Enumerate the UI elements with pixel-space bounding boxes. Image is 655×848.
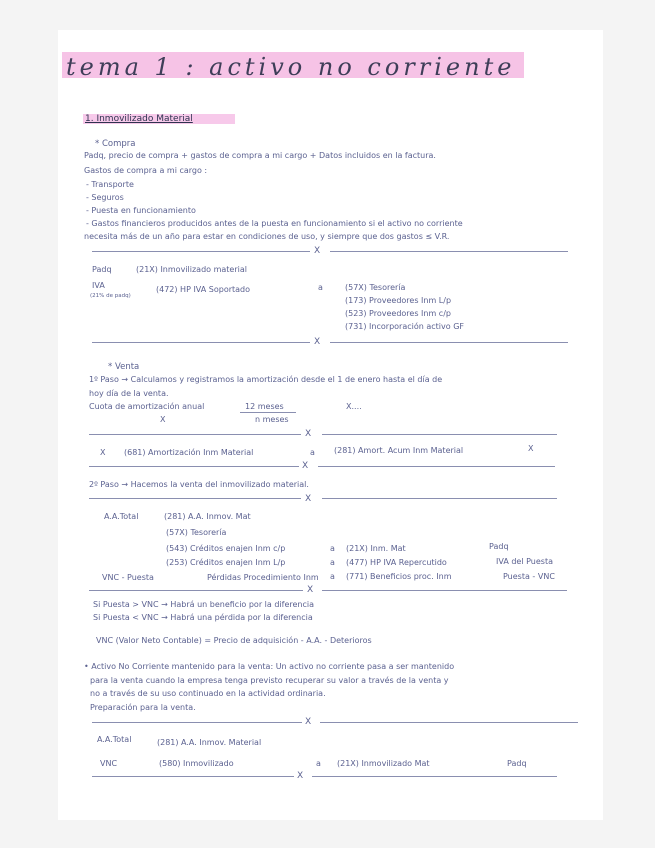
journal-x: X [314, 337, 321, 347]
n-meses: n meses [255, 415, 289, 424]
journal-x: X [307, 585, 314, 595]
journal-divider [322, 498, 557, 499]
compra-line2: Gastos de compra a mi cargo : [84, 166, 208, 175]
anc-credit: (21X) Inmovilizado Mat [337, 759, 430, 768]
section-heading: 1. Inmovilizado Material [85, 114, 193, 124]
entry2-right: Puesta - VNC [503, 572, 555, 581]
meses-12: 12 meses [245, 402, 284, 411]
journal-divider [322, 590, 567, 591]
journal-divider [318, 466, 555, 467]
compra-line1: Padq, precio de compra + gastos de compra a mi cargo + Datos incluidos en la factura. [84, 151, 436, 160]
entry2-debit: Pérdidas Procedimiento Inm [207, 573, 319, 582]
journal-x: X [305, 429, 312, 439]
journal-x: X [305, 494, 312, 504]
paso1-line1: 1º Paso → Calculamos y registramos la amortización desde el 1 de enero hasta el día de [89, 375, 443, 384]
entry-credit: (731) Incorporación activo GF [345, 322, 464, 331]
si-line: Si Puesta < VNC → Habrá una pérdida por la diferencia [93, 613, 313, 622]
entry2-credit: (771) Beneficios proc. Inm [346, 572, 452, 581]
journal-x: X [314, 246, 321, 256]
entry2-credit: (477) HP IVA Repercutido [346, 558, 447, 567]
paso1-line2: hoy día de la venta. [89, 389, 169, 398]
anc-debit: (281) A.A. Inmov. Material [157, 738, 262, 747]
anc-padq: Padq [507, 759, 527, 768]
journal-divider [89, 590, 303, 591]
entry-credit: (523) Proveedores Inm c/p [345, 309, 451, 318]
entry-padq: Padq [92, 265, 112, 274]
entry2-a: a [330, 544, 335, 553]
amort-x: X [528, 444, 534, 453]
anc-line2: para la venta cuando la empresa tenga previsto recuperar su valor a través de la venta y [90, 676, 449, 685]
amort-x: X [100, 448, 106, 457]
amort-a: a [310, 448, 315, 457]
journal-divider [92, 776, 294, 777]
amort-debit: (681) Amortización Inm Material [124, 448, 254, 457]
anc-aatotal: A.A.Total [97, 735, 132, 744]
entry2-right: Padq [489, 542, 509, 551]
compra-bullet: - Transporte [86, 180, 134, 189]
entry-iva: IVA [92, 281, 105, 290]
journal-x: X [305, 717, 312, 727]
compra-line3: necesita más de un año para estar en condiciones de uso, y siempre que dos gastos ≤ V.R. [84, 232, 450, 241]
si-line: Si Puesta > VNC → Habrá un beneficio por la diferencia [93, 600, 314, 609]
vnc-definition: VNC (Valor Neto Contable) = Precio de adquisición - A.A. - Deterioros [96, 636, 372, 645]
fraction-line [240, 412, 296, 413]
entry-a: a [318, 283, 323, 292]
entry-credit: (173) Proveedores Inm L/p [345, 296, 452, 305]
journal-x: X [302, 461, 309, 471]
notes-page [58, 30, 603, 820]
x-value: X [160, 415, 166, 424]
compra-heading: * Compra [95, 139, 136, 149]
journal-divider [89, 498, 301, 499]
amort-credit: (281) Amort. Acum Inm Material [334, 446, 464, 455]
page-title: tema 1 : activo no corriente [66, 53, 516, 81]
entry2-debit: (543) Créditos enajen Inm c/p [166, 544, 286, 553]
compra-bullet: - Gastos financieros producidos antes de la puesta en funcionamiento si el activo no corriente [86, 219, 463, 228]
compra-bullet: - Seguros [86, 193, 124, 202]
entry2-debit: (253) Créditos enajen Inm L/p [166, 558, 286, 567]
anc-line1: • Activo No Corriente mantenido para la venta: Un activo no corriente pasa a ser mantenido [84, 662, 455, 671]
journal-x: X [297, 771, 304, 781]
journal-divider [320, 722, 578, 723]
entry-iva-note: (21% de padq) [90, 293, 131, 299]
anc-debit: (580) Inmovilizado [159, 759, 234, 768]
entry2-aatotal: A.A.Total [104, 512, 139, 521]
venta-heading: * Venta [108, 362, 140, 372]
entry2-right: IVA del Puesta [496, 557, 553, 566]
entry2-a: a [330, 558, 335, 567]
entry2-debit: (57X) Tesorería [166, 528, 227, 537]
journal-divider [322, 434, 557, 435]
entry-debit: (21X) Inmovilizado material [136, 265, 247, 274]
entry-debit: (472) HP IVA Soportado [156, 285, 251, 294]
anc-line3: no a través de su uso continuado en la actividad ordinaria. [90, 689, 326, 698]
journal-divider [330, 251, 568, 252]
x-result: X.... [346, 402, 362, 411]
compra-bullet: - Puesta en funcionamiento [86, 206, 196, 215]
journal-divider [312, 776, 557, 777]
journal-divider [92, 342, 310, 343]
entry2-a: a [330, 572, 335, 581]
entry2-debit: (281) A.A. Inmov. Mat [164, 512, 251, 521]
anc-a: a [316, 759, 321, 768]
entry2-credit: (21X) Inm. Mat [346, 544, 406, 553]
paso2-text: 2º Paso → Hacemos la venta del inmovilizado material. [89, 480, 309, 489]
anc-line4: Preparación para la venta. [90, 703, 196, 712]
entry2-vnc-puesta: VNC - Puesta [102, 573, 154, 582]
journal-divider [89, 434, 301, 435]
cuota-label: Cuota de amortización anual [89, 402, 205, 411]
journal-divider [92, 251, 310, 252]
journal-divider [89, 466, 299, 467]
journal-divider [330, 342, 568, 343]
journal-divider [92, 722, 302, 723]
entry-credit: (57X) Tesorería [345, 283, 406, 292]
anc-vnc: VNC [100, 759, 118, 768]
